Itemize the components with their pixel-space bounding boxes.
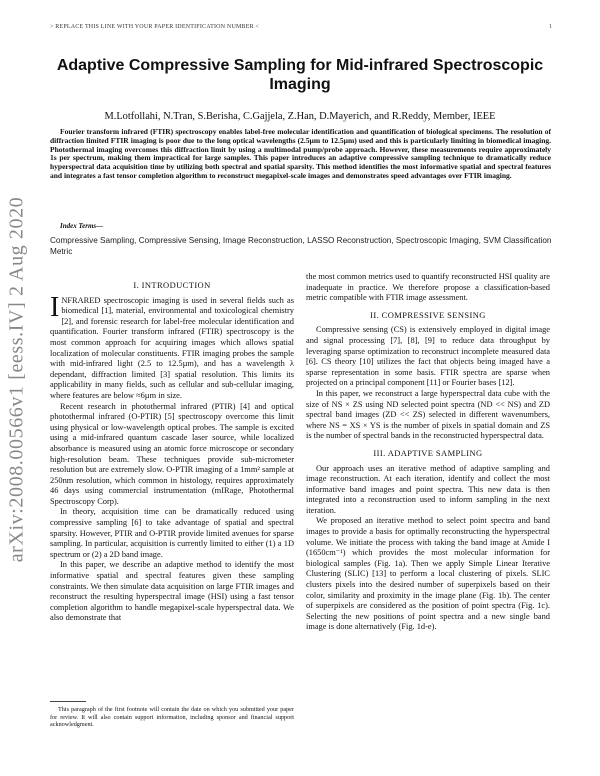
- paper-title: Adaptive Compressive Sampling for Mid-infrared Spectroscopic Imaging: [56, 57, 544, 93]
- section-heading-introduction: I. INTRODUCTION: [133, 280, 211, 290]
- abstract: Fourier transform infrared (FTIR) spectroscopy enables label-free molecular identification and quantification of biological specimens. The resolution of diffraction limited FTIR imaging is poor due to the long optical wavelengths (2.5µm to 12.5µm) used and this is particularly limiting in biomedical imaging. Photothermal imaging overcomes this diffraction limit by using a multimodal pump/probe approach. However, these measurements require approximately 1s per spectrum, making them impractical for large samples. This paper introduces an adaptive compressive sampling technique to dramatically reduce hyperspectral data acquisition time by utilizing both spectral and spatial sparsity. This method identifies the most informative spatial and spectral features and integrates a fast tensor completion algorithm to reconstruct megapixel-scale images and demonstrates speed advantages over FTIR imaging.: [50, 127, 551, 180]
- page-number: 1: [549, 24, 552, 30]
- left-column: [50, 272, 294, 624]
- index-terms-heading: Index Terms—: [60, 222, 104, 230]
- section-heading-compressive-sensing: II. COMPRESSIVE SENSING: [370, 309, 486, 320]
- index-terms: Compressive Sampling, Compressive Sensing, Image Reconstruction, LASSO Reconstruction, Spectroscopic Imaging, SVM Classification Metric: [50, 236, 552, 256]
- running-header: > REPLACE THIS LINE WITH YOUR PAPER IDENTIFICATION NUMBER <: [50, 24, 260, 30]
- cs-paragraph-1: Compressive sensing (CS) is extensively employed in digital image and signal processing [7], [8], [9] to reduce data throughput by leveraging sparse optimization to reconstruct incomplete measured data [6]. CS theory [10] utilizes the fact that objects being imaged have a sparse representation in some basis. FTIR spectra are sparse when projected on a principal component [11] or Fourier bases [12].: [306, 325, 550, 388]
- cs-paragraph-2: In this paper, we reconstruct a large hyperspectral data cube with the size of NS × ZS using ND selected point spectra (ND << NS) and ZD spectral band images (ZD << ZS) selected in different wavenumbers, where NS = XS × YS is the number of pixels in spatial domain and ZS is the number of spectral bands in the reconstructed hyperspectral data.: [306, 388, 550, 441]
- intro-paragraph-4: In this paper, we describe an adaptive method to identify the most informative spatial and spectral features given these sampling constraints. We then simulate data acquisition on large FTIR images and reconstruct the resulting hyperspectral image (HSI) using a fast tensor completion algorithm to handle megapixel-scale hyperspectral data. We also demonstrate that: [50, 560, 294, 623]
- footnote: This paragraph of the first footnote will contain the date on which you submitted your paper for review. It will also contain support information, including sponsor and financial support acknowledgment.: [50, 706, 294, 729]
- drop-cap: I: [50, 291, 60, 323]
- intro-paragraph-continued: the most common metrics used to quantify reconstructed HSI quality are inadequate in practice. We therefore propose a classification-based metric compatible with FTIR image assessment.: [306, 272, 550, 303]
- as-paragraph-1: Our approach uses an iterative method of adaptive sampling and image reconstruction. At each iteration, identify and collect the most informative band images and point spectra. This new data is then integrated into a reconstruction used to inform sampling in the next iteration.: [306, 463, 550, 515]
- intro-paragraph-2: Recent research in photothermal infrared (PTIR) [4] and optical photothermal infrared (O-PTIR) [5] spectroscopy overcome this limit using physical or low-wavelength optical probes. The sample is excited using a mid-infrared quantum cascade laser source, while localized absorbance is measured using an atomic force microscope or secondary high-resolution beam. These techniques provide sub-micrometer resolution but are extremely slow. O-PTIR imaging of a 1mm² sample at 250nm resolution, which common in histology, requires approximately 46 days using commercial instrumentation (mIRage, Photothermal Spectroscopy Corp).: [50, 401, 294, 506]
- section-heading-adaptive-sampling: III. ADAPTIVE SAMPLING: [373, 447, 483, 458]
- as-paragraph-2: We proposed an iterative method to select point spectra and band images to provide a basis for optimally reconstructing the hyperspectral volume. We initiate the process with taking the band image at Amide I (1650cm⁻¹) which provides the most molecular information for biological samples (Fig. 1a). Then we apply Simple Linear Iterative Clustering (SLIC) [13] to perform a local clustering of pixels. SLIC clusters pixels into the desired number of superpixels based on their color, similarity and proximity in the image plane (Fig. 1b). The center of superpixels are considered as the position of point spectra (Fig. 1c). Selecting the new positions of point spectra and a new single band image is done alternatively (Fig. 1d-e).: [306, 516, 550, 632]
- author-list: M.Lotfollahi, N.Tran, S.Berisha, C.Gajjela, Z.Han, D.Mayerich, and R.Reddy, Member, IEEE: [104, 111, 496, 122]
- footnote-rule: [50, 701, 86, 702]
- intro-paragraph-1: [50, 291, 294, 402]
- intro-paragraph-3: In theory, acquisition time can be dramatically reduced using compressive sampling [6] to take advantage of spatial and spectral sparsity. However, PTIR and O-PTIR provide limited avenues for sparse sampling. In particular, acquisition is currently limited to either (1) a 1D spectrum or (2) a 2D band image.: [50, 507, 294, 559]
- intro-paragraph-1-text: NFRARED spectroscopic imaging is used in several fields such as biomedical [1], material, environmental and toxicological chemistry [2], and forensic research for label-free molecular identification and quantification. Fourier transform infrared (FTIR) spectroscopy is the most common approach for acquiring images which allows spatial localization of molecular constituents. FTIR imaging probes the sample with mid-infrared light (2.5 to 12.5µm), and has a wavelength λ dependant, diffraction limited [3] spatial resolution. This limits its applicability in many fields, such as cellular and sub-cellular imaging, where features are below ≈6µm in size.: [50, 295, 294, 400]
- right-column: [306, 272, 550, 633]
- arxiv-stamp: arXiv:2008.00566v1 [eess.IV] 2 Aug 2020: [5, 196, 28, 563]
